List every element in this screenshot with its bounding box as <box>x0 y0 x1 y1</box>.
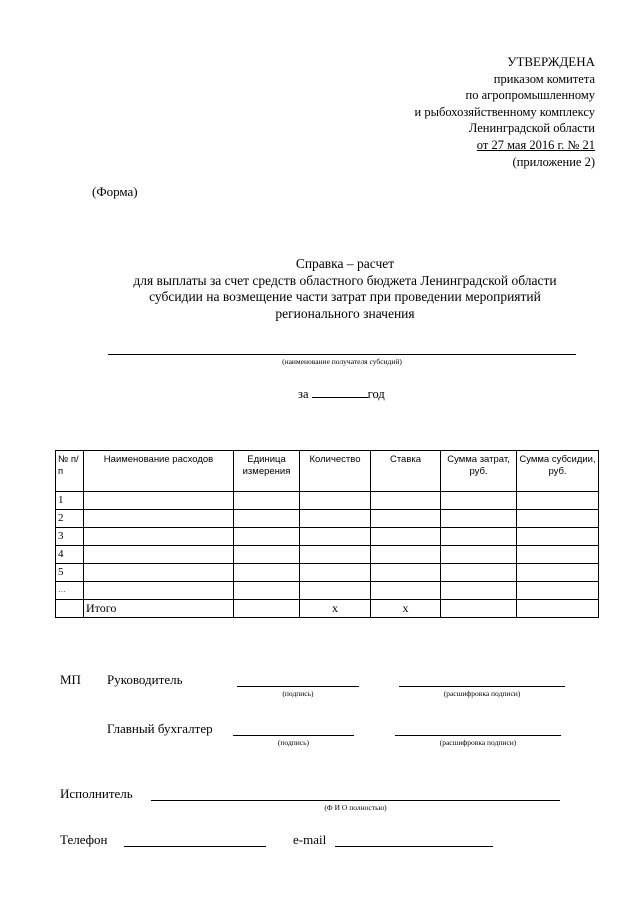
cell[interactable] <box>517 528 599 546</box>
executor-label: Исполнитель <box>60 786 133 801</box>
phone-label: Телефон <box>60 832 108 847</box>
table-row <box>56 564 599 582</box>
cell[interactable] <box>441 528 517 546</box>
total-rate: х <box>371 600 441 618</box>
heading-line: для выплаты за счет средств областного бюджета Ленинградской области <box>133 272 557 288</box>
form-label: (Форма) <box>92 184 138 199</box>
period <box>298 385 385 402</box>
heading-line: субсидии на возмещение части затрат при проведении мероприятий <box>149 289 541 305</box>
period-prefix: за <box>298 387 312 401</box>
cell[interactable] <box>84 510 234 528</box>
row-num: 3 <box>56 528 84 546</box>
decode-caption: (расшифровка подписи) <box>443 689 521 698</box>
email-label: e-mail <box>293 832 327 847</box>
cell[interactable] <box>517 600 599 618</box>
row-num: 2 <box>56 510 84 528</box>
cell[interactable] <box>517 492 599 510</box>
executor-line[interactable] <box>151 800 560 801</box>
table-row <box>56 546 599 564</box>
recipient-line[interactable] <box>108 354 576 355</box>
cell[interactable] <box>517 564 599 582</box>
document-heading <box>0 256 640 322</box>
head-decode-line[interactable] <box>399 686 565 687</box>
recipient-caption: (наименование получателя субсидий) <box>282 357 402 366</box>
cell[interactable] <box>371 492 441 510</box>
header-cost: Сумма затрат, руб. <box>441 451 517 492</box>
header-rate: Ставка <box>371 451 441 492</box>
period-year-field[interactable] <box>312 385 368 398</box>
cell[interactable] <box>300 510 371 528</box>
cell[interactable] <box>84 546 234 564</box>
cell[interactable] <box>300 528 371 546</box>
cell[interactable] <box>441 564 517 582</box>
expense-table <box>55 450 599 618</box>
approval-line: приказом комитета <box>493 71 595 86</box>
cell[interactable] <box>234 510 300 528</box>
table-row <box>56 510 599 528</box>
cell[interactable] <box>234 564 300 582</box>
cell[interactable] <box>517 546 599 564</box>
cell[interactable] <box>371 582 441 600</box>
cell[interactable] <box>300 546 371 564</box>
cell[interactable] <box>441 492 517 510</box>
total-label: Итого <box>84 600 234 618</box>
signature-caption: (подпись) <box>282 689 314 698</box>
header-num: № п/п <box>56 451 84 492</box>
approval-title: УТВЕРЖДЕНА <box>507 54 595 69</box>
cell[interactable] <box>84 564 234 582</box>
cell[interactable] <box>517 510 599 528</box>
cell[interactable] <box>371 546 441 564</box>
phone-line[interactable] <box>124 846 266 847</box>
cell[interactable] <box>300 564 371 582</box>
approval-line: и рыбохозяйственному комплексу <box>414 104 595 119</box>
row-num: 5 <box>56 564 84 582</box>
total-row <box>56 600 599 618</box>
cell[interactable] <box>234 492 300 510</box>
header-unit: Единица измерения <box>234 451 300 492</box>
cell[interactable] <box>441 582 517 600</box>
cell[interactable] <box>371 528 441 546</box>
header-subsidy: Сумма субсидии, руб. <box>517 451 599 492</box>
cell[interactable] <box>300 492 371 510</box>
table-row <box>56 528 599 546</box>
approval-appendix: (приложение 2) <box>512 154 595 169</box>
cell[interactable] <box>517 582 599 600</box>
heading-line: регионального значения <box>275 305 415 321</box>
heading-line: Справка – расчет <box>295 256 395 271</box>
approval-block <box>415 54 595 170</box>
decode-caption: (расшифровка подписи) <box>439 738 517 747</box>
cell[interactable] <box>234 528 300 546</box>
head-signature-line[interactable] <box>237 686 359 687</box>
row-num: 1 <box>56 492 84 510</box>
cell[interactable] <box>234 546 300 564</box>
cell[interactable] <box>371 510 441 528</box>
head-label: Руководитель <box>107 672 183 687</box>
cell[interactable] <box>441 600 517 618</box>
cell[interactable] <box>234 582 300 600</box>
cell[interactable] <box>441 510 517 528</box>
cell[interactable] <box>441 546 517 564</box>
email-line[interactable] <box>335 846 493 847</box>
stamp-label: МП <box>60 672 81 687</box>
fio-caption: (Ф И О полностью) <box>324 803 387 812</box>
approval-line: по агропромышленному <box>465 88 595 103</box>
approval-line: Ленинградской области <box>468 121 595 136</box>
accountant-signature-line[interactable] <box>233 735 354 736</box>
table-row <box>56 582 599 600</box>
cell[interactable] <box>234 600 300 618</box>
signature-caption: (подпись) <box>277 738 310 747</box>
accountant-label: Главный бухгалтер <box>107 721 213 736</box>
cell[interactable] <box>300 582 371 600</box>
header-name: Наименование расходов <box>84 451 234 492</box>
cell[interactable] <box>84 528 234 546</box>
cell <box>56 600 84 618</box>
period-suffix: год <box>367 387 385 401</box>
cell[interactable] <box>84 582 234 600</box>
row-num: 4 <box>56 546 84 564</box>
table-row <box>56 492 599 510</box>
header-qty: Количество <box>300 451 371 492</box>
cell[interactable] <box>84 492 234 510</box>
accountant-decode-line[interactable] <box>395 735 561 736</box>
total-qty: х <box>300 600 371 618</box>
approval-order: от 27 мая 2016 г. № 21 <box>476 137 595 152</box>
cell[interactable] <box>371 564 441 582</box>
row-num: … <box>56 582 84 600</box>
